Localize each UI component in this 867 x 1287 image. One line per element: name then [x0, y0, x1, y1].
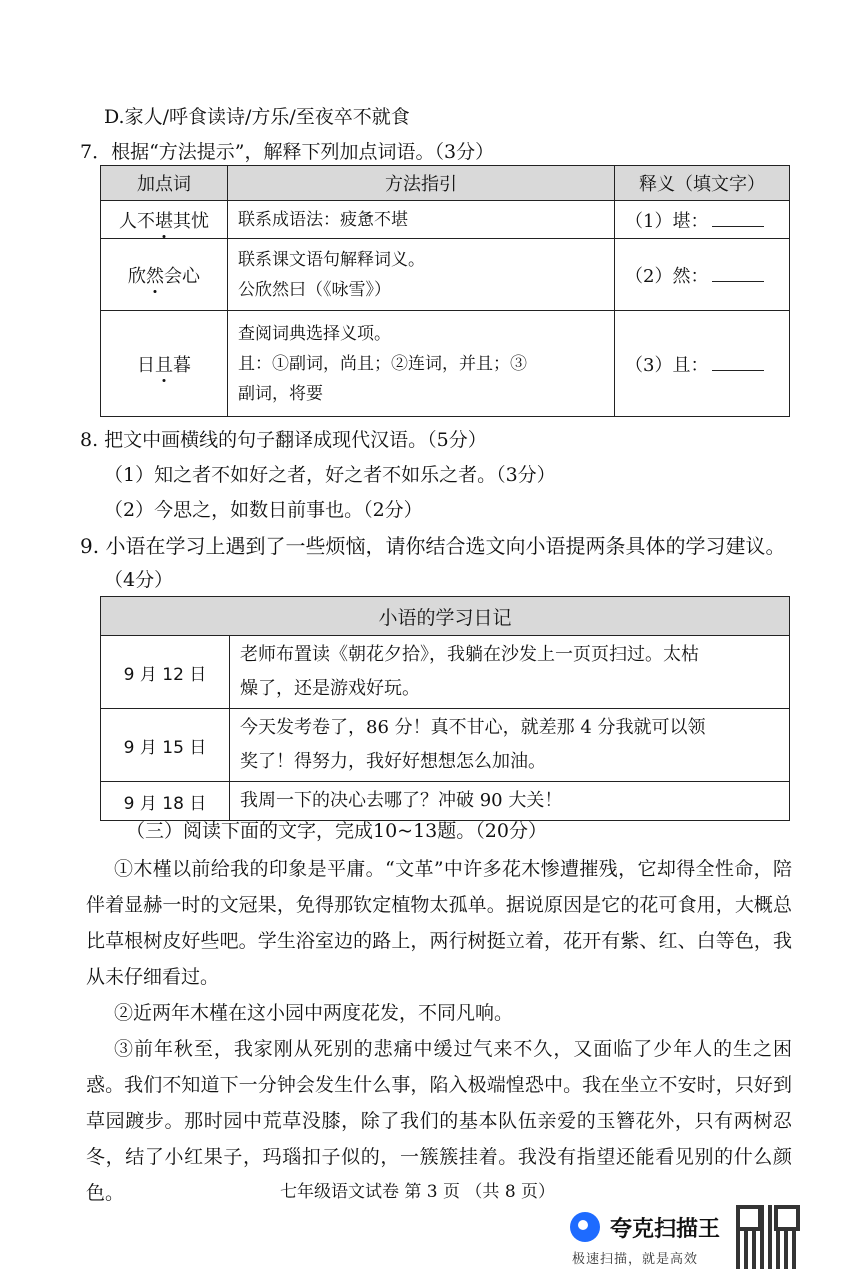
answer-blank[interactable] [712, 263, 764, 282]
table-row [101, 709, 790, 782]
q7-method-2: 联系课文语句解释词义。 公欣然曰（《咏雪》） [228, 239, 615, 311]
q7-word-2: 欣然会心 [101, 239, 228, 311]
q7-header-word: 加点词 [101, 166, 228, 201]
q7-word-1: 人不堪其忧 [101, 201, 228, 239]
q6-option-d: D.家人/呼食读诗/方乐/至夜卒不就食 [104, 106, 410, 128]
q7-word-3: 日且暮 [101, 311, 228, 417]
passage-paragraph-2: ②近两年木槿在这小园中两度花发，不同凡响。 [114, 1002, 514, 1024]
table-row [101, 311, 790, 417]
emphasis-dot-char: 且 [155, 354, 173, 376]
scanner-watermark [570, 1208, 730, 1268]
scanner-slogan: 极速扫描，就是高效 [572, 1252, 699, 1267]
passage-paragraph-3: ③前年秋至，我家刚从死别的悲痛中缓过气来不久，又面临了少年人的生之困惑。我们不知道下一分钟会发生什么事，陷入极端惶恐中。我在坐立不安时，只好到草园踱步。那时园中荒草没膝，除了我们的基本队伍亲爱的玉簪花外，只有两树忍冬，结了小红果子，玛瑙扣子似的，一簇簇挂着。我没有指望还能看见别的什么颜色。 [86, 1038, 792, 1204]
passage-paragraph-1: ①木槿以前给我的印象是平庸。“文革”中许多花木惨遭摧残，它却得全性命，陪伴着显赫一时的文冠果，免得那钦定植物太孤单。据说原因是它的花可食用，大概总比草根树皮好些吧。学生浴室边的路上，两行树挺立着，花开有紫、红、白等色，我从未仔细看过。 [86, 858, 792, 988]
emphasis-dot-char: 然 [146, 265, 164, 287]
q8-stem: 8. 把文中画横线的句子翻译成现代汉语。（5分） [80, 429, 487, 451]
scanner-name: 夸克扫描王 [610, 1217, 721, 1242]
diary-date: 9 月 18 日 [101, 782, 230, 821]
q7-header-answer: 释义（填文字） [615, 166, 790, 201]
q7-method-1: 联系成语法：疲惫不堪 [228, 201, 615, 239]
q9-stem: 9. 小语在学习上遇到了一些烦恼，请你结合选文向小语提两条具体的学习建议。 [80, 534, 786, 558]
emphasis-dot-char: 堪 [155, 210, 173, 232]
q8-item-1: （1）知之者不如好之者，好之者不如乐之者。（3分） [104, 464, 556, 486]
q9-table-title: 小语的学习日记 [101, 597, 790, 636]
q9-table-header [101, 597, 790, 636]
q7-answer-3[interactable]: （3）且： [615, 311, 790, 417]
table-row [101, 239, 790, 311]
q7-method-3: 查阅词典选择义项。 且：①副词，尚且；②连词，并且；③ 副词，将要 [228, 311, 615, 417]
q7-table-header [101, 166, 790, 201]
diary-date: 9 月 12 日 [101, 636, 230, 709]
answer-blank[interactable] [712, 208, 764, 227]
q8-item-2: （2）今思之，如数日前事也。（2分） [104, 499, 423, 521]
q7-answer-1[interactable]: （1）堪： [615, 201, 790, 239]
table-row [101, 201, 790, 239]
q7-table [100, 165, 790, 417]
q7-stem: 7．根据“方法提示”，解释下列加点词语。（3分） [80, 141, 495, 163]
q7-header-method: 方法指引 [228, 166, 615, 201]
section3-heading: （三）阅读下面的文字，完成10~13题。（20分） [126, 820, 547, 842]
diary-text: 老师布置读《朝花夕拾》，我躺在沙发上一页页扫过。太枯 燥了，还是游戏好玩。 [230, 636, 790, 709]
diary-date: 9 月 15 日 [101, 709, 230, 782]
q9-score: （4分） [104, 569, 174, 591]
table-row [101, 636, 790, 709]
q9-diary-table [100, 596, 790, 821]
q7-answer-2[interactable]: （2）然： [615, 239, 790, 311]
answer-blank[interactable] [712, 352, 764, 371]
diary-text: 今天发考卷了，86 分！真不甘心，就差那 4 分我就可以领 奖了！得努力，我好好想想怎么加油。 [230, 709, 790, 782]
quark-logo-icon [570, 1212, 600, 1242]
qr-code-icon [736, 1205, 800, 1269]
page-footer: 七年级语文试卷 第 3 页 （共 8 页） [280, 1182, 556, 1202]
table-row [101, 782, 790, 821]
diary-text: 我周一下的决心去哪了？冲破 90 大关！ [230, 782, 790, 821]
